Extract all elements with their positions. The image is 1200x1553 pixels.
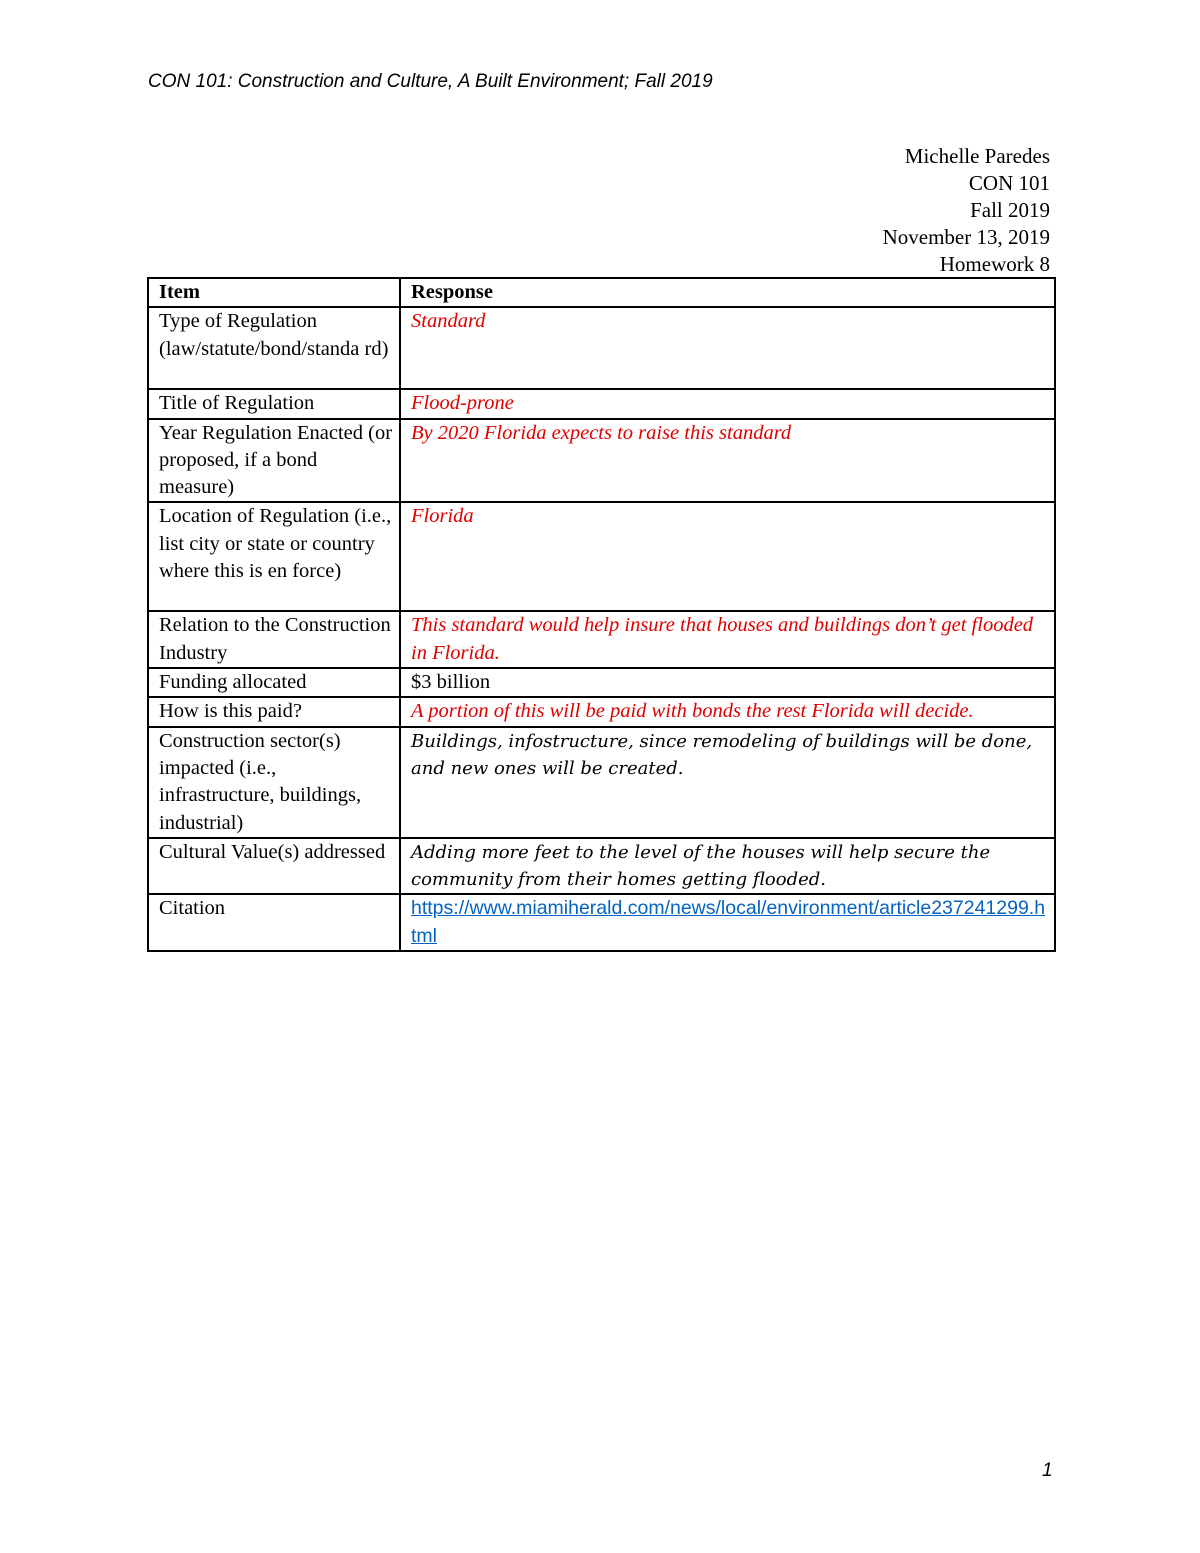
item-cell: Type of Regulation (law/statute/bond/standa rd) [148, 307, 400, 389]
table-row [148, 502, 1055, 611]
response-cell: By 2020 Florida expects to raise this standard [400, 419, 1055, 503]
term: Fall 2019 [970, 198, 1050, 222]
assignment-title: Homework 8 [939, 252, 1050, 276]
table-row [148, 419, 1055, 503]
table-row [148, 697, 1055, 726]
table-row [148, 838, 1055, 895]
response-cell: Flood-prone [400, 389, 1055, 418]
response-cell: Standard [400, 307, 1055, 389]
submission-date: November 13, 2019 [882, 225, 1050, 249]
course-code: CON 101 [968, 171, 1050, 195]
item-cell: Location of Regulation (i.e., list city or state or country where this is en force) [148, 502, 400, 611]
table-row [148, 894, 1055, 951]
citation-link[interactable]: https://www.miamiherald.com/news/local/environment/article237241299.html [411, 897, 1046, 947]
item-cell: Citation [148, 894, 400, 951]
table-row [148, 668, 1055, 697]
author-block [883, 143, 1050, 278]
regulation-table [147, 277, 1056, 952]
course-header: CON 101: Construction and Culture, A Built Environment; Fall 2019 [148, 71, 713, 92]
response-cell: $3 billion [400, 668, 1055, 697]
item-cell: Relation to the Construction Industry [148, 611, 400, 668]
item-cell: Construction sector(s) impacted (i.e., infrastructure, buildings, industrial) [148, 727, 400, 838]
page-number: 1 [1042, 1460, 1053, 1481]
table-row [148, 389, 1055, 418]
item-cell: How is this paid? [148, 697, 400, 726]
response-cell [400, 894, 1055, 951]
response-cell: This standard would help insure that houses and buildings don’t get flooded in Florida. [400, 611, 1055, 668]
item-column-header: Item [148, 278, 400, 307]
item-cell: Cultural Value(s) addressed [148, 838, 400, 895]
response-cell: Buildings, infostructure, since remodeling of buildings will be done, and new ones will be created. [400, 727, 1055, 838]
table-row [148, 727, 1055, 838]
table-row [148, 307, 1055, 389]
response-cell: A portion of this will be paid with bonds the rest Florida will decide. [400, 697, 1055, 726]
item-cell: Funding allocated [148, 668, 400, 697]
student-name: Michelle Paredes [904, 144, 1050, 168]
item-cell: Title of Regulation [148, 389, 400, 418]
response-cell: Adding more feet to the level of the houses will help secure the community from their homes getting flooded. [400, 838, 1055, 895]
item-cell: Year Regulation Enacted (or proposed, if a bond measure) [148, 419, 400, 503]
response-column-header: Response [400, 278, 1055, 307]
table-header-row [148, 278, 1055, 307]
table-row [148, 611, 1055, 668]
response-cell: Florida [400, 502, 1055, 611]
